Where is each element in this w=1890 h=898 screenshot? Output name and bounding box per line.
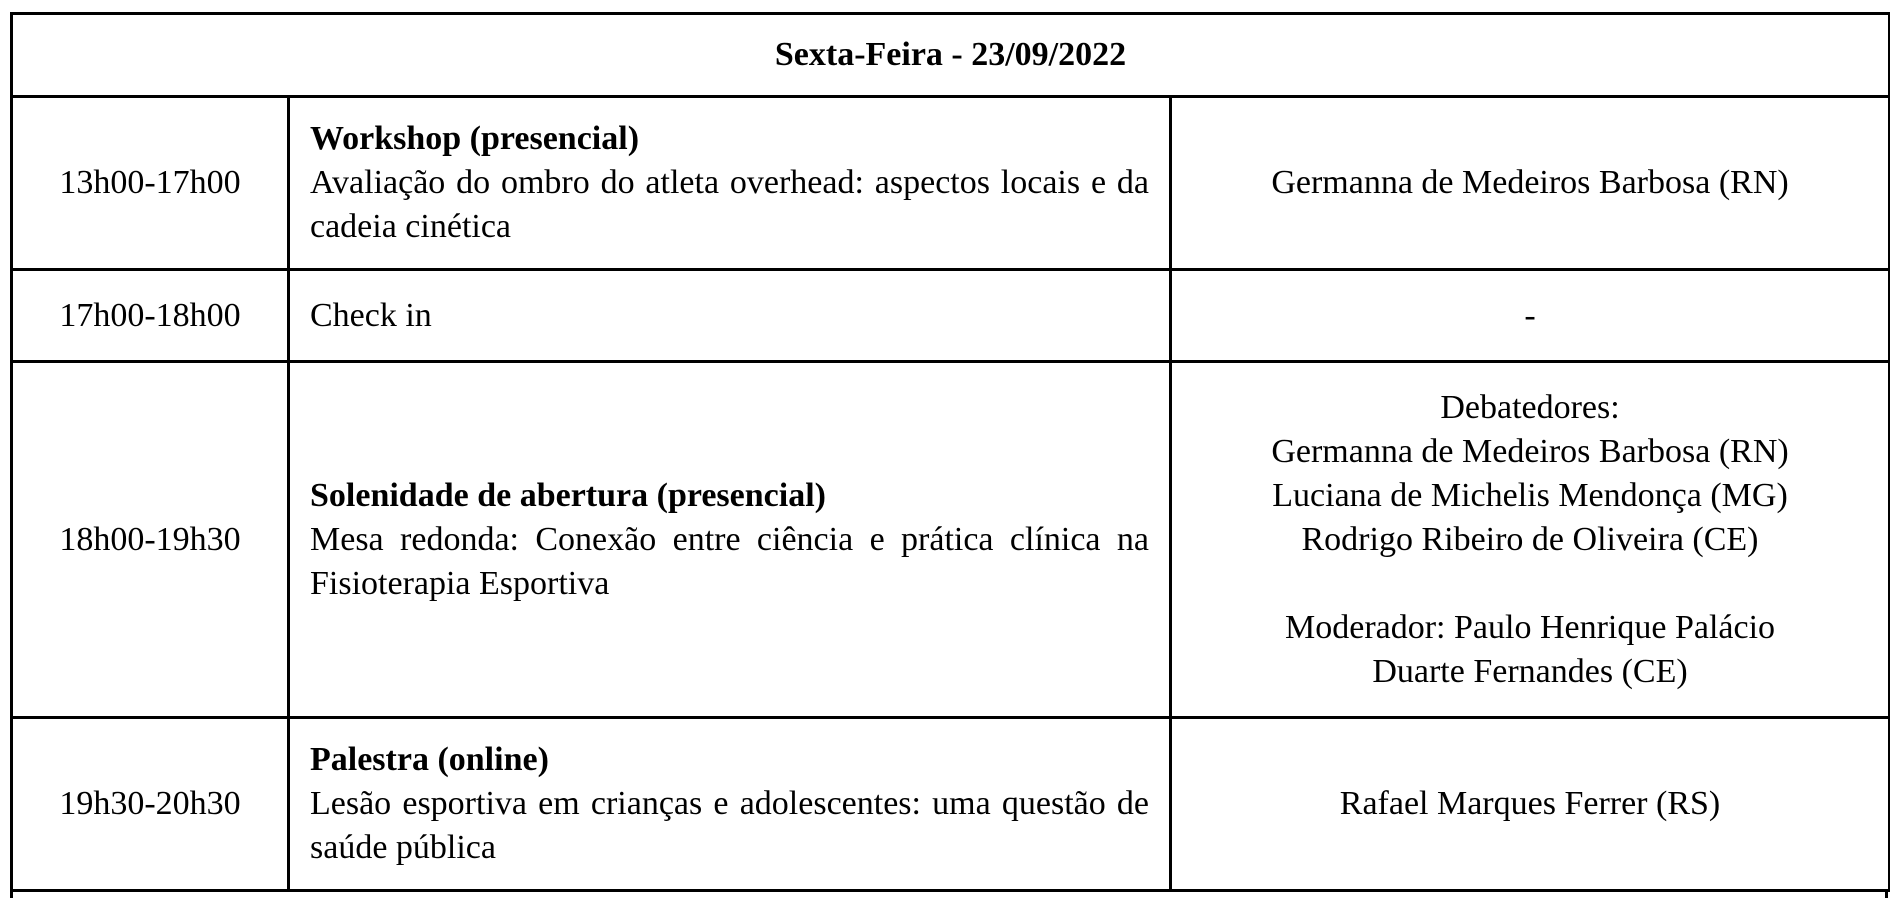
- activity-type: Solenidade de abertura (presencial): [310, 476, 826, 514]
- speaker-line: Germanna de Medeiros Barbosa (RN): [1271, 432, 1789, 470]
- speaker-line: Luciana de Michelis Mendonça (MG): [1272, 476, 1788, 514]
- table-row: [12, 270, 1890, 362]
- schedule-table: [10, 12, 1890, 892]
- speaker-line: Moderador: Paulo Henrique Palácio: [1285, 608, 1776, 646]
- speaker-spacer: [1172, 562, 1888, 606]
- speakers-cell: [1171, 362, 1890, 718]
- time-cell: 17h00-18h00: [12, 270, 289, 362]
- speakers-cell: [1171, 718, 1890, 891]
- speakers-cell: [1171, 97, 1890, 270]
- speaker-line: Duarte Fernandes (CE): [1372, 652, 1688, 690]
- activity-description: Lesão esportiva em crianças e adolescentes: uma questão de saúde pública: [310, 785, 1149, 866]
- activity-cell: [289, 97, 1171, 270]
- time-cell: 13h00-17h00: [12, 97, 289, 270]
- speaker-line: Rodrigo Ribeiro de Oliveira (CE): [1301, 520, 1759, 558]
- table-continuation: [10, 890, 1888, 898]
- day-title: Sexta-Feira - 23/09/2022: [12, 14, 1890, 97]
- activity-description: Mesa redonda: Conexão entre ciência e prática clínica na Fisioterapia Esportiva: [310, 520, 1149, 602]
- speakers-cell: [1171, 270, 1890, 362]
- speaker-line: -: [1524, 296, 1536, 334]
- table-row: [12, 97, 1890, 270]
- activity-type: Workshop (presencial): [310, 120, 640, 157]
- time-cell: 19h30-20h30: [12, 718, 289, 891]
- activity-cell: [289, 718, 1171, 891]
- table-row: [12, 362, 1890, 718]
- activity-cell: [289, 270, 1171, 362]
- activity-type: Palestra (online): [310, 741, 549, 778]
- time-cell: 18h00-19h30: [12, 362, 289, 718]
- activity-cell: [289, 362, 1171, 718]
- activity-description: Check in: [310, 296, 432, 334]
- header-row: [12, 14, 1890, 97]
- speaker-line: Germanna de Medeiros Barbosa (RN): [1271, 164, 1789, 201]
- speaker-line: Rafael Marques Ferrer (RS): [1339, 785, 1721, 822]
- activity-description: Avaliação do ombro do atleta overhead: aspectos locais e da cadeia cinética: [310, 164, 1149, 245]
- table-row: [12, 718, 1890, 891]
- speaker-line: Debatedores:: [1440, 388, 1620, 426]
